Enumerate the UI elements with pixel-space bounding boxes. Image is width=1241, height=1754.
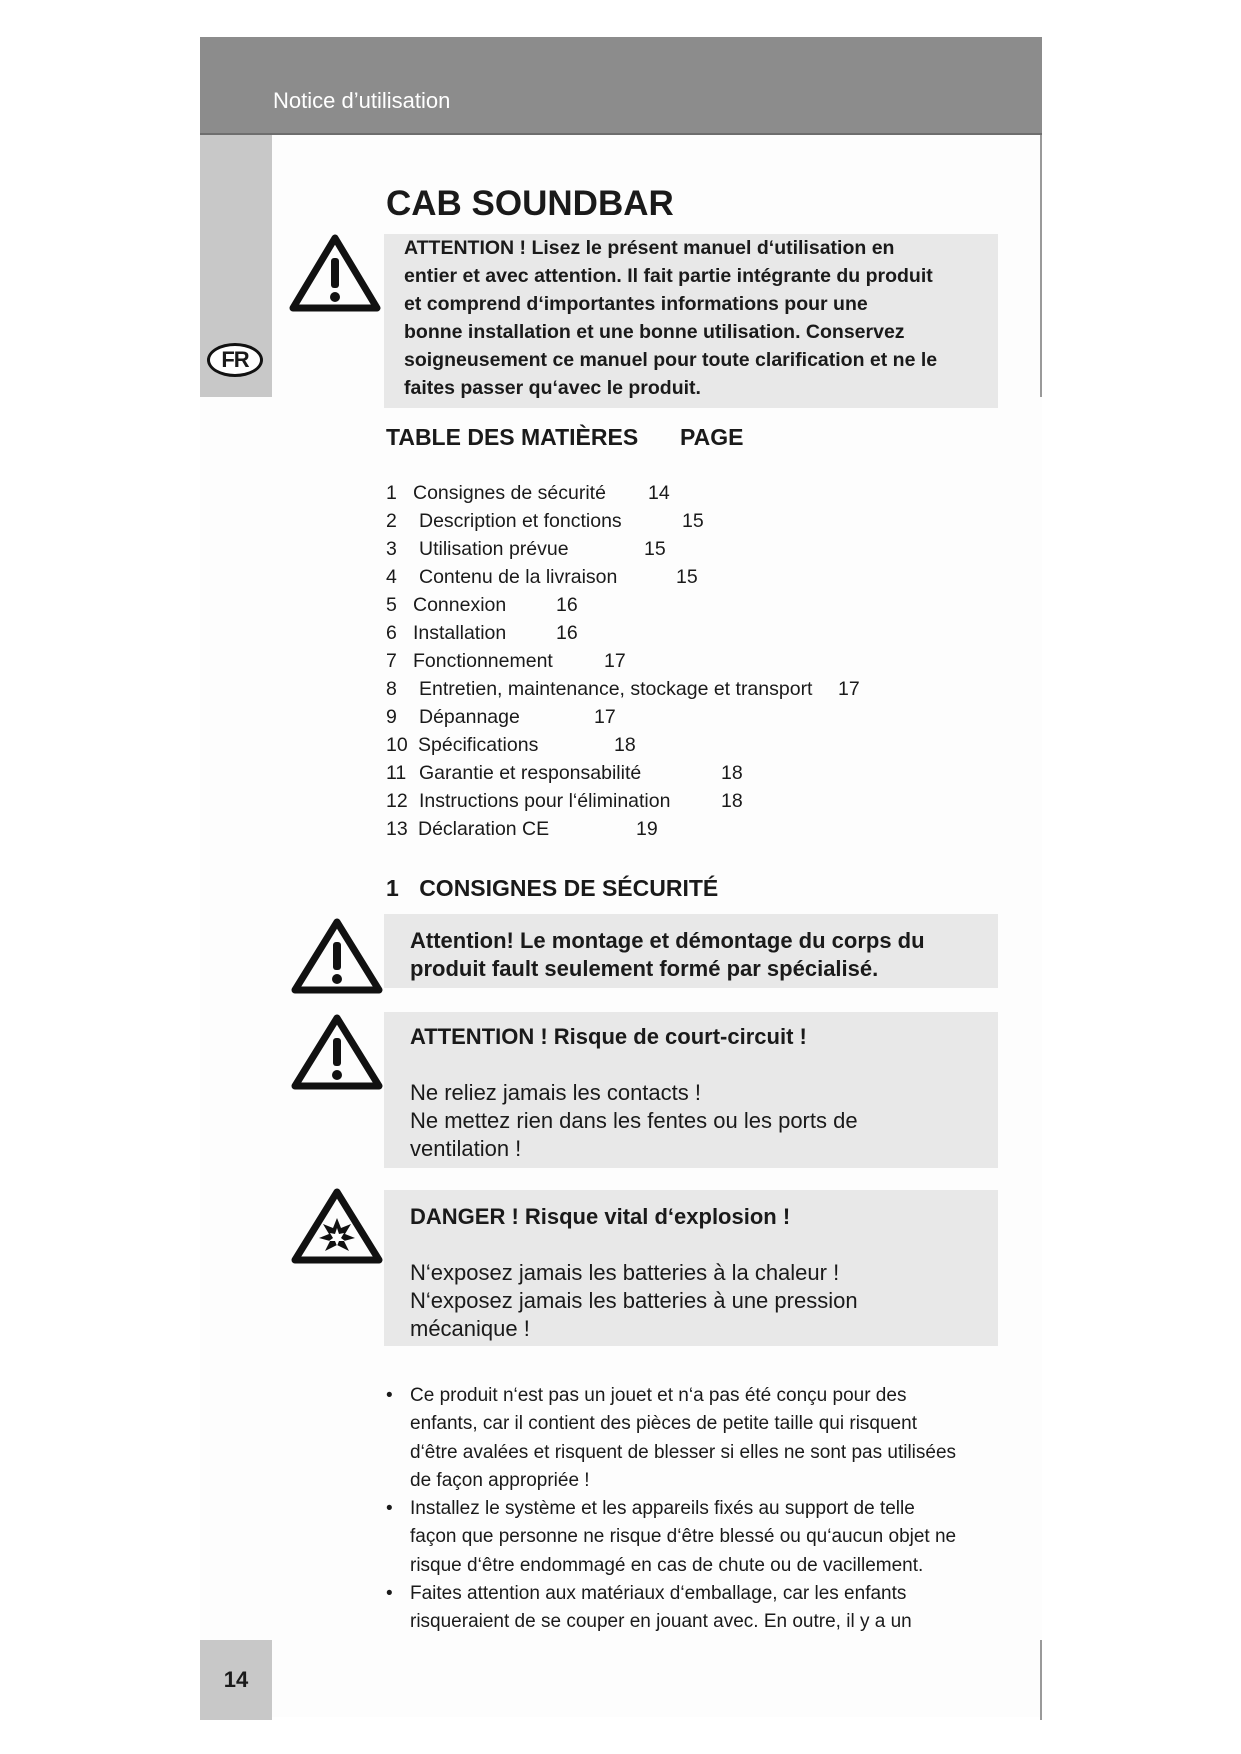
intro-warning-box bbox=[384, 234, 998, 408]
bullet-line: risqueraient de se couper en jouant avec. En outre, il y a un bbox=[410, 1611, 912, 1633]
toc-page: 15 bbox=[682, 510, 704, 532]
alert-line: ventilation ! bbox=[410, 1136, 522, 1161]
toc-label: Entretien, maintenance, stockage et transport bbox=[419, 678, 813, 700]
toc-num: 11 bbox=[386, 762, 407, 784]
alert-line: N‘exposez jamais les batteries à une pression bbox=[410, 1288, 858, 1313]
toc-label: Consignes de sécurité bbox=[413, 482, 606, 504]
toc-label: Contenu de la livraison bbox=[419, 566, 618, 588]
toc-label: Dépannage bbox=[419, 706, 520, 728]
toc-heading: TABLE DES MATIÈRES bbox=[386, 424, 639, 450]
toc-label: Garantie et responsabilité bbox=[419, 762, 642, 784]
toc-num: 13 bbox=[386, 818, 408, 840]
toc-num: 3 bbox=[386, 538, 397, 560]
toc-page: 16 bbox=[556, 622, 578, 644]
alert-line: Ne reliez jamais les contacts ! bbox=[410, 1080, 701, 1105]
list-item bbox=[386, 1495, 986, 1580]
bullet-line: de façon appropriée ! bbox=[410, 1469, 590, 1491]
toc-num: 6 bbox=[386, 622, 397, 644]
toc-num: 7 bbox=[386, 650, 397, 672]
warning-triangle-icon bbox=[289, 234, 381, 312]
toc-page: 16 bbox=[556, 594, 578, 616]
bullet-line: enfants, car il contient des pièces de petite taille qui risquent bbox=[410, 1413, 917, 1435]
toc-page: 15 bbox=[644, 538, 666, 560]
toc-label: Utilisation prévue bbox=[419, 538, 569, 560]
section-number: 1 bbox=[386, 875, 399, 901]
toc-page: 17 bbox=[838, 678, 860, 700]
toc-page: 17 bbox=[594, 706, 616, 728]
section-heading bbox=[386, 875, 718, 902]
alert-box bbox=[384, 1012, 998, 1168]
alert-box bbox=[384, 1190, 998, 1346]
page-number: 14 bbox=[200, 1640, 272, 1720]
toc-label: Description et fonctions bbox=[419, 510, 622, 532]
alert-title: Attention! Le montage et démontage du corps du bbox=[410, 928, 925, 953]
toc-label: Instructions pour l‘élimination bbox=[419, 790, 671, 812]
alert-title: ATTENTION ! Risque de court-circuit ! bbox=[410, 1024, 807, 1049]
warning-triangle-icon bbox=[291, 1014, 383, 1090]
bullet-dot: • bbox=[386, 1385, 393, 1406]
toc-page: 14 bbox=[648, 482, 670, 504]
bullet-line: Ce produit n‘est pas un jouet et n‘a pas été conçu pour des bbox=[410, 1385, 907, 1406]
toc-page: 15 bbox=[676, 566, 698, 588]
toc-page: 18 bbox=[721, 790, 743, 812]
intro-line: faites passer qu‘avec le produit. bbox=[404, 377, 701, 399]
toc-page: 19 bbox=[636, 818, 658, 840]
bullet-line: Faites attention aux matériaux d‘emballage, car les enfants bbox=[410, 1583, 907, 1605]
toc-label: Installation bbox=[413, 622, 507, 644]
intro-line: bonne installation et une bonne utilisation. Conservez bbox=[404, 321, 905, 343]
safety-bullet-list bbox=[386, 1382, 986, 1637]
header-title: Notice d’utilisation bbox=[273, 88, 451, 113]
toc-page-heading: PAGE bbox=[680, 424, 744, 450]
document-title: CAB SOUNDBAR bbox=[386, 184, 674, 223]
alert-title: DANGER ! Risque vital d‘explosion ! bbox=[410, 1204, 791, 1229]
toc-num: 12 bbox=[386, 790, 408, 812]
header-divider bbox=[200, 133, 1042, 135]
intro-line: entier et avec attention. Il fait partie intégrante du produit bbox=[404, 265, 933, 287]
explosion-hazard-icon bbox=[291, 1188, 383, 1264]
toc-page: 17 bbox=[604, 650, 626, 672]
intro-line: ATTENTION ! Lisez le présent manuel d‘utilisation en bbox=[404, 237, 895, 259]
alert-box bbox=[384, 914, 998, 988]
toc-num: 4 bbox=[386, 566, 397, 588]
bullet-line: façon que personne ne risque d‘être blessé ou qu‘aucun objet ne bbox=[410, 1526, 957, 1548]
warning-triangle-icon bbox=[291, 918, 383, 994]
intro-line: et comprend d‘importantes informations pour une bbox=[404, 293, 868, 315]
bullet-line: risque d‘être endommagé en cas de chute ou de vacillement. bbox=[410, 1554, 924, 1576]
right-rule-bottom bbox=[1040, 1640, 1042, 1720]
bullet-dot: • bbox=[386, 1583, 393, 1605]
toc-label: Connexion bbox=[413, 594, 507, 616]
toc-num: 9 bbox=[386, 706, 397, 728]
alert-line: Ne mettez rien dans les fentes ou les ports de bbox=[410, 1108, 858, 1133]
list-item bbox=[386, 1382, 986, 1495]
bullet-line: Installez le système et les appareils fixés au support de telle bbox=[410, 1498, 915, 1520]
alert-line: mécanique ! bbox=[410, 1316, 530, 1341]
toc-num: 2 bbox=[386, 510, 397, 532]
bullet-dot: • bbox=[386, 1498, 393, 1520]
list-item bbox=[386, 1580, 986, 1637]
language-badge: FR bbox=[207, 343, 263, 377]
toc-num: 1 bbox=[386, 482, 397, 504]
right-rule-top bbox=[1040, 135, 1042, 397]
toc-num: 5 bbox=[386, 594, 397, 616]
toc-label: Déclaration CE bbox=[418, 818, 550, 840]
bullet-line: d‘être avalées et risquent de blesser si elles ne sont pas utilisées bbox=[410, 1441, 957, 1463]
toc-label: Fonctionnement bbox=[413, 650, 553, 672]
toc-page: 18 bbox=[614, 734, 636, 756]
alert-title: produit fault seulement formé par spécialisé. bbox=[410, 956, 879, 981]
toc-page: 18 bbox=[721, 762, 743, 784]
toc-label: Spécifications bbox=[418, 734, 539, 756]
toc-num: 10 bbox=[386, 734, 408, 756]
section-title: CONSIGNES DE SÉCURITÉ bbox=[419, 875, 719, 901]
intro-line: soigneusement ce manuel pour toute clarification et ne le bbox=[404, 349, 938, 371]
toc-num: 8 bbox=[386, 678, 397, 700]
alert-line: N‘exposez jamais les batteries à la chaleur ! bbox=[410, 1260, 840, 1285]
page-header bbox=[200, 37, 1042, 133]
